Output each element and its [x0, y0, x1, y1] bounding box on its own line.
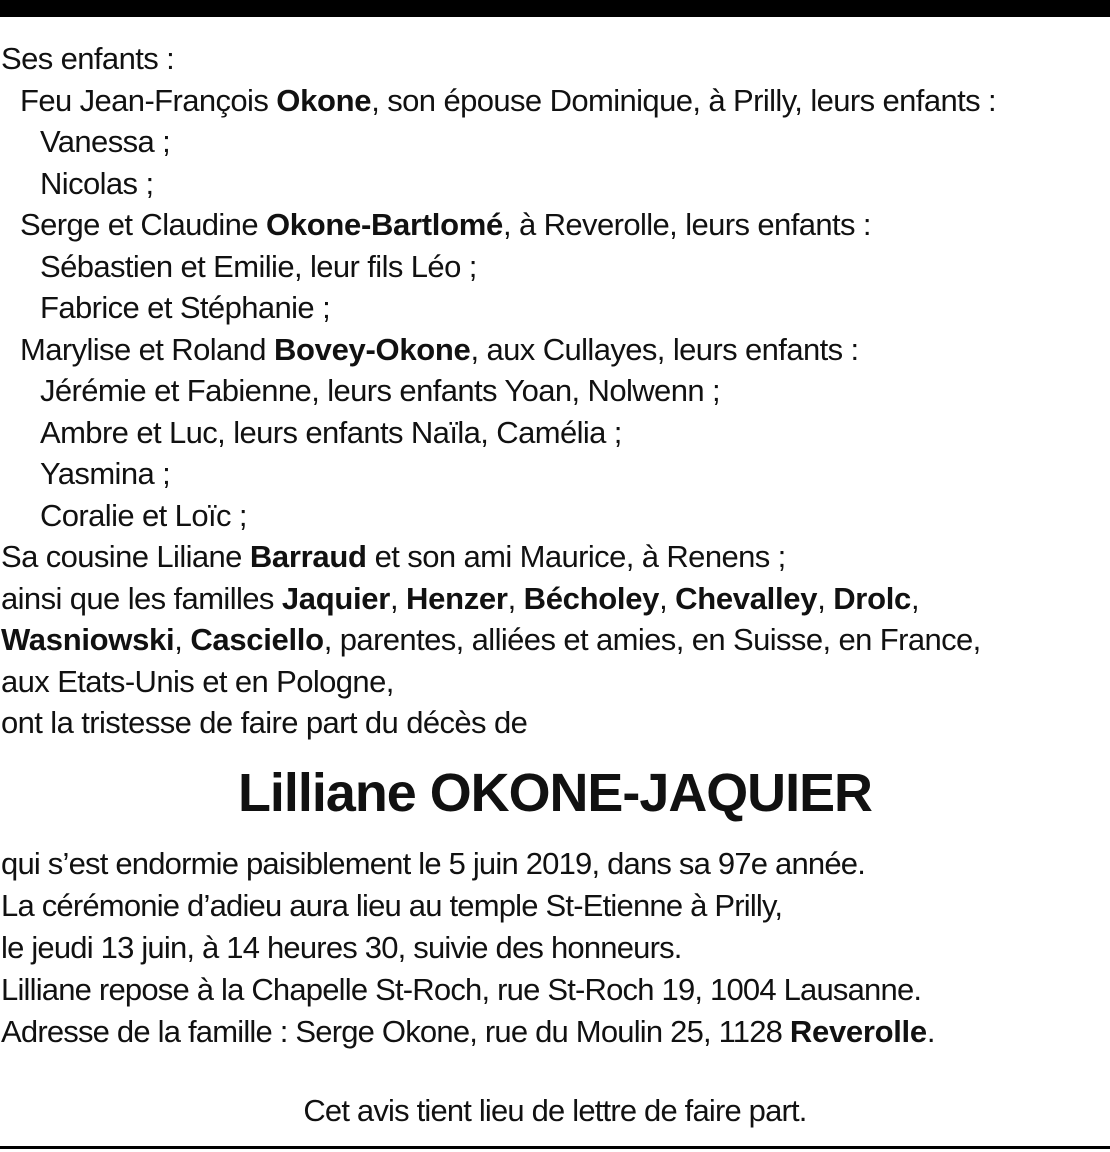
grandchild-line: Fabrice et Stéphanie ;: [40, 290, 331, 325]
detail-line: le jeudi 13 juin, à 14 heures 30, suivie des honneurs.: [1, 930, 682, 965]
surname: Chevalley: [675, 580, 818, 616]
detail-line: Lilliane repose à la Chapelle St-Roch, rue St-Roch 19, 1004 Lausanne.: [1, 972, 922, 1007]
surname: Okone-Bartlomé: [265, 207, 503, 242]
grandchild-line: Nicolas ;: [40, 165, 154, 201]
surname: Casciello: [190, 622, 324, 657]
child-line-2: Serge et Claudine Okone-Bartlomé, à Reverolle, leurs enfants :: [20, 207, 871, 242]
surname: Bécholey: [523, 580, 660, 616]
surname: Henzer: [406, 580, 508, 616]
town: Reverolle: [789, 1014, 927, 1049]
grandchild-line: Sébastien et Emilie, leur fils Léo ;: [40, 248, 477, 284]
details-block: [1, 843, 1107, 1053]
grandchild-line: Vanessa ;: [40, 124, 171, 159]
announce-line: ont la tristesse de faire part du décès de: [1, 705, 528, 740]
deceased-name: Lilliane OKONE-JAQUIER: [238, 763, 872, 823]
grandchild-line: Yasmina ;: [40, 456, 171, 491]
detail-line: La cérémonie d’adieu aura lieu au temple St-Etienne à Prilly,: [1, 888, 783, 923]
top-rule: [0, 0, 1110, 17]
families-line-1: ainsi que les familles Jaquier, Henzer, Bécholey, Chevalley, Drolc,: [1, 580, 919, 616]
families-line-2: Wasniowski, Casciello, parentes, alliées et amies, en Suisse, en France,: [1, 622, 981, 657]
surname: Wasniowski: [1, 622, 175, 657]
cousin-line: Sa cousine Liliane Barraud et son ami Maurice, à Renens ;: [1, 539, 786, 574]
child-line-1: Feu Jean-François Okone, son épouse Dominique, à Prilly, leurs enfants :: [20, 82, 997, 118]
grandchild-line: Ambre et Luc, leurs enfants Naïla, Camélia ;: [40, 414, 622, 450]
closing-note: Cet avis tient lieu de lettre de faire part.: [303, 1093, 807, 1128]
child-line-3: Marylise et Roland Bovey-Okone, aux Cullayes, leurs enfants :: [20, 331, 859, 367]
grandchild-line: Coralie et Loïc ;: [40, 497, 247, 533]
surname: Bovey-Okone: [273, 331, 471, 367]
surname: Drolc: [833, 580, 911, 616]
surname: Barraud: [249, 539, 367, 574]
address-line: Adresse de la famille : Serge Okone, rue du Moulin 25, 1128 Reverolle.: [1, 1014, 935, 1049]
detail-line: qui s’est endormie paisiblement le 5 juin 2019, dans sa 97e année.: [1, 846, 866, 881]
intro-line: Ses enfants :: [1, 41, 175, 76]
family-list: [1, 38, 1107, 744]
surname: Jaquier: [281, 580, 391, 616]
grandchild-line: Jérémie et Fabienne, leurs enfants Yoan, Nolwenn ;: [40, 373, 721, 408]
bottom-rule: [0, 1146, 1110, 1149]
surname: Okone: [276, 82, 372, 118]
families-line-3: aux Etats-Unis et en Pologne,: [1, 663, 394, 699]
